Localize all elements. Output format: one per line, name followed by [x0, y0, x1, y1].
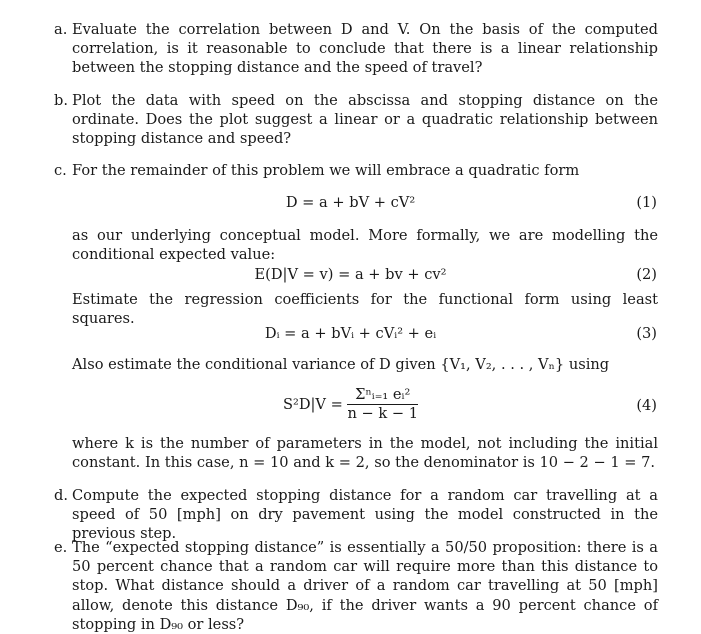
equation-number: (4) [636, 397, 657, 414]
fraction-numerator: Σⁿᵢ₌₁ eᵢ² [347, 386, 418, 405]
fraction [347, 386, 418, 423]
item-label: b. [54, 92, 68, 109]
item-text: The “expected stopping distance” is essentially a 50/50 proposition: there is a 50 percent chance that a random car will require more than this distance to stop. What distance should a driver of a random car travelling at 50 [mph] allow, denote this distance D₉₀, if the driver wants a 90 percent chance of stopping in D₉₀ or less? [72, 539, 658, 633]
fraction-denominator: n − k − 1 [347, 405, 419, 422]
item-text: Evaluate the correlation between D and V. On the basis of the computed correlation, is it reasonable to conclude that there is a linear relationship between the stopping distance and the speed of travel? [72, 21, 658, 77]
equation-expression: D = a + bV + cV² [285, 194, 416, 211]
paragraph-parameters: where k is the number of parameters in the model, not including the initial constant. In this case, n = 10 and k = 2, so the denominator is 10 − 2 − 1 = 7. [72, 435, 658, 472]
equation-2 [0, 265, 701, 287]
item-label: d. [54, 487, 68, 504]
equation-number: (2) [636, 266, 657, 283]
equation-3 [0, 324, 701, 346]
equation-number: (1) [636, 194, 657, 211]
item-intro: For the remainder of this problem we will embrace a quadratic form [72, 162, 580, 179]
equation-1 [0, 193, 701, 215]
paragraph-variance: Also estimate the conditional variance of D given {V₁, V₂, . . . , Vₙ} using [72, 356, 610, 373]
item-label: a. [54, 21, 68, 38]
equation-expression: Dᵢ = a + bVᵢ + cVᵢ² + eᵢ [264, 325, 437, 342]
item-text: Compute the expected stopping distance for a random car travelling at a speed of 50 [mph] on dry pavement using the model constructed in the previous step. [72, 487, 658, 543]
equation-expression: E(D|V = v) = a + bv + cv² [254, 266, 447, 283]
item-label: c. [54, 162, 67, 179]
item-label: e. [54, 539, 68, 556]
equation-expression [0, 386, 701, 423]
equation-number: (3) [636, 325, 657, 342]
equation-lhs: S²D|V = [282, 395, 343, 413]
paragraph-model: as our underlying conceptual model. More formally, we are modelling the conditional expected value: [72, 227, 658, 264]
equation-4 [0, 384, 701, 426]
item-text: Plot the data with speed on the abscissa and stopping distance on the ordinate. Does the plot suggest a linear or a quadratic relationship between stopping distance and speed? [72, 92, 658, 148]
paragraph-estimate: Estimate the regression coefficients for the functional form using least squares. [72, 291, 658, 328]
